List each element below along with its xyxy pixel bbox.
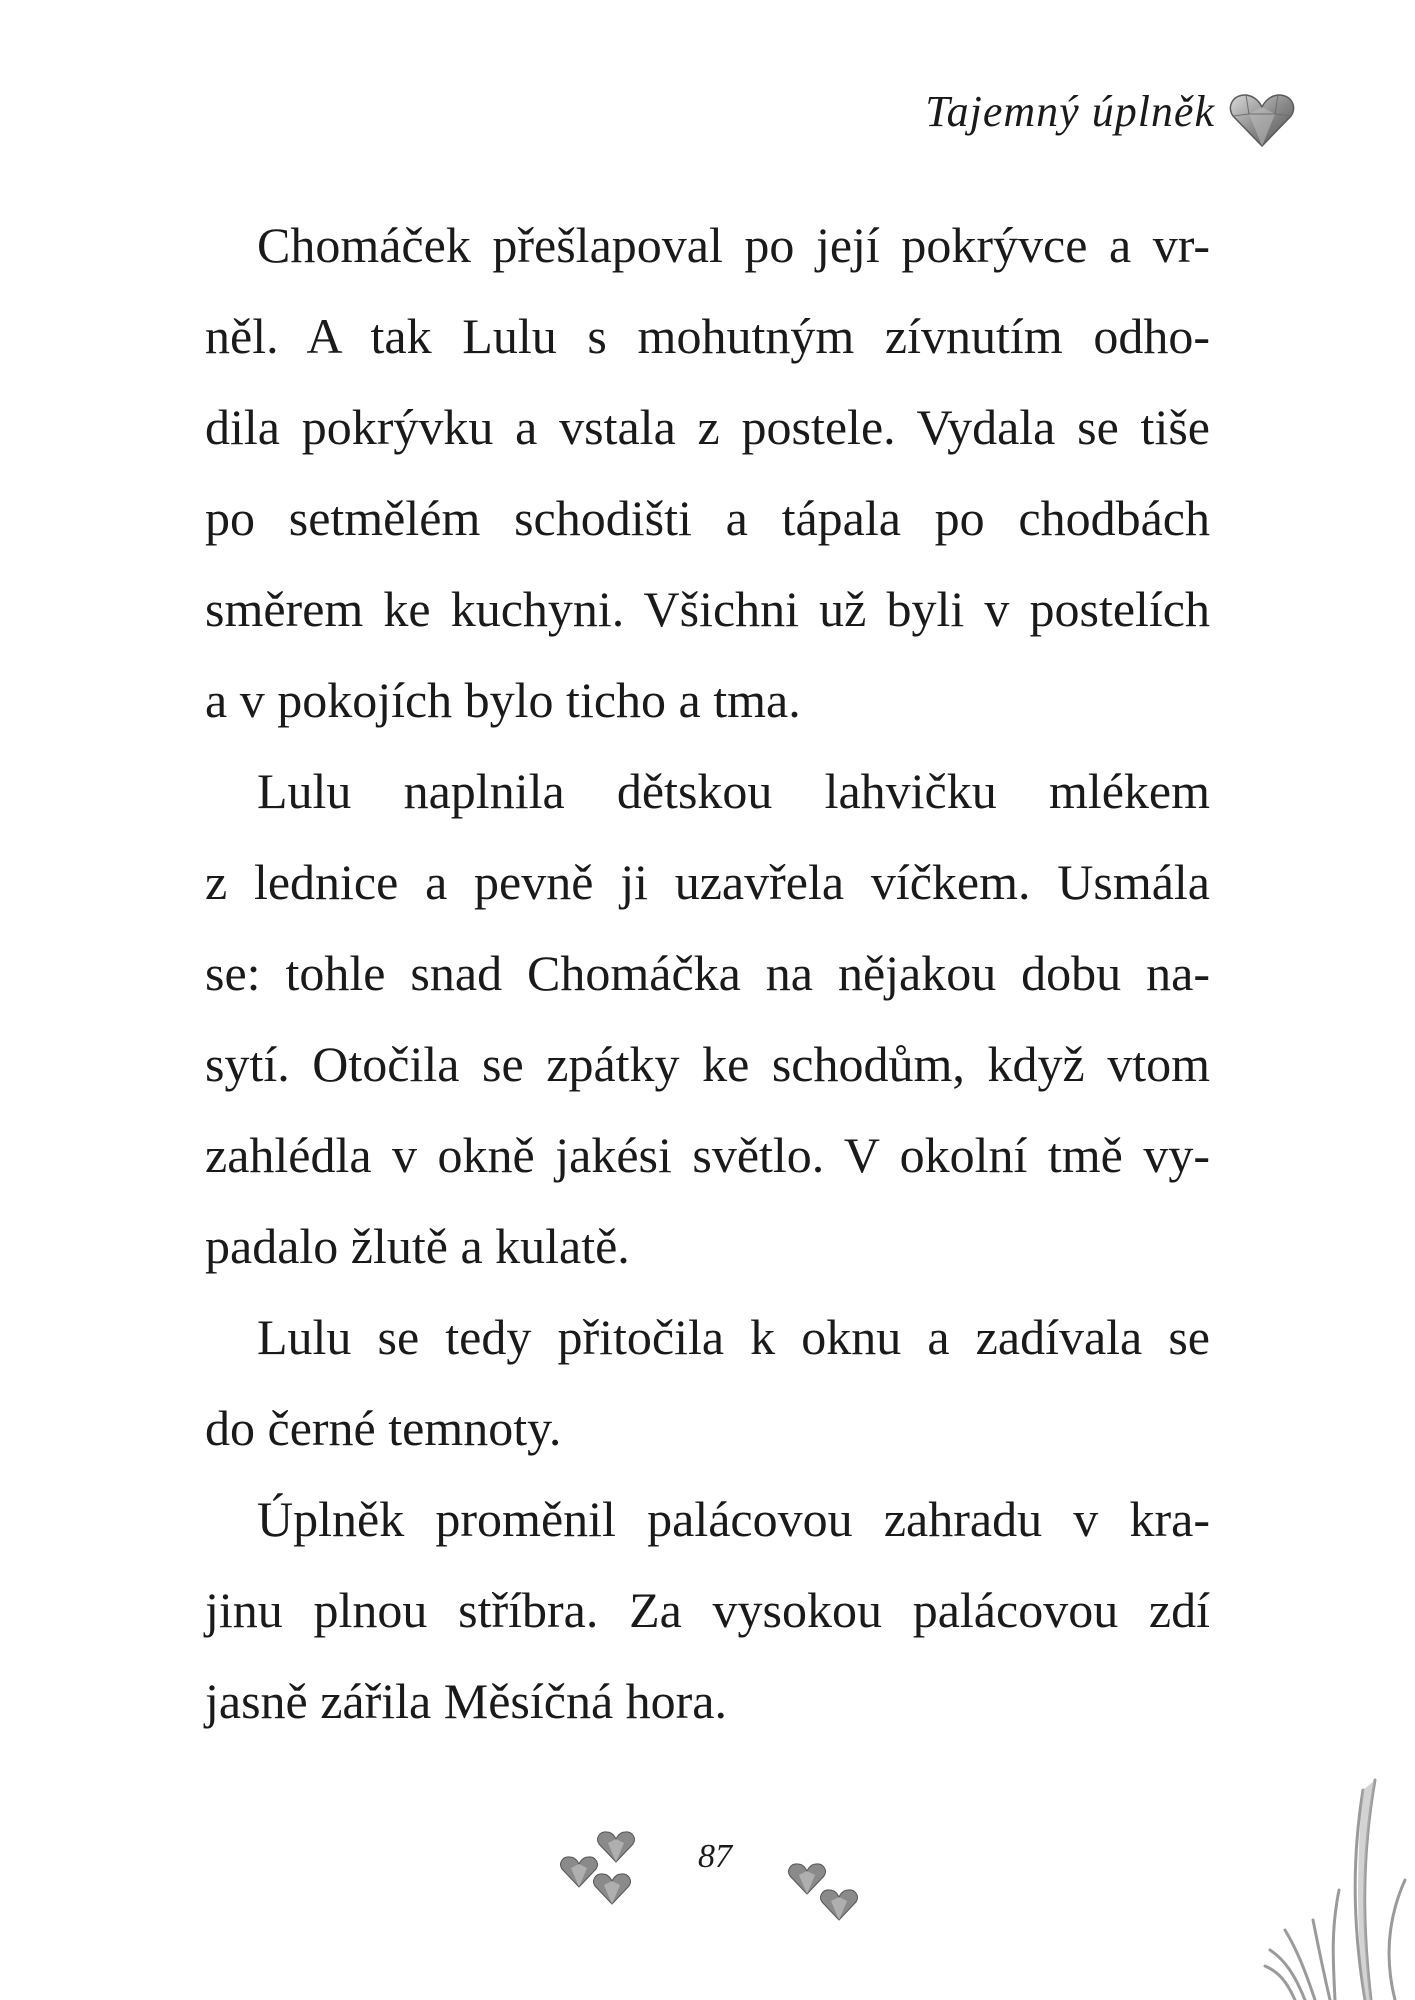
text-line: jinu plnou stříbra. Za vysokou palácovou zdí — [205, 1582, 1210, 1638]
heart-gem-icon — [820, 1888, 858, 1921]
text-line: dila pokrývku a vstala z postele. Vydala se tiše — [205, 399, 1210, 455]
text-line: směrem ke kuchyni. Všichni už byli v postelích — [205, 581, 1210, 637]
paragraph — [205, 200, 1210, 746]
text-line: sytí. Otočila se zpátky ke schodům, když vtom — [205, 1036, 1210, 1092]
text-line: padalo žlutě a kulatě. — [205, 1218, 630, 1274]
text-line: něl. A tak Lulu s mohutným zívnutím odho- — [205, 308, 1210, 364]
grass-icon — [1235, 1770, 1415, 2000]
text-line: z lednice a pevně ji uzavřela víčkem. Usmála — [205, 854, 1210, 910]
page-number: 87 — [698, 1838, 732, 1875]
text-line: se: tohle snad Chomáčka na nějakou dobu na- — [205, 945, 1210, 1001]
text-line: jasně zářila Měsíčná hora. — [205, 1673, 727, 1729]
text-line: zahlédla v okně jakési světlo. V okolní tmě vy- — [205, 1127, 1210, 1183]
text-line: Úplněk proměnil palácovou zahradu v kra- — [257, 1491, 1210, 1547]
text-line: Lulu se tedy přitočila k oknu a zadívala se — [257, 1309, 1210, 1365]
text-line: Chomáček přešlapoval po její pokrývce a vr- — [257, 217, 1210, 273]
text-line: Lulu naplnila dětskou lahvičku mlékem — [257, 763, 1210, 819]
paragraph — [205, 746, 1210, 1292]
paragraph — [205, 1292, 1210, 1474]
heart-gem-icon — [597, 1830, 635, 1863]
heart-gem-icon — [593, 1872, 631, 1905]
paragraph — [205, 1474, 1210, 1747]
running-title: Tajemný úplněk — [925, 87, 1215, 136]
body-text — [205, 200, 1210, 1747]
text-line: po setmělém schodišti a tápala po chodbách — [205, 490, 1210, 546]
text-line: do černé temnoty. — [205, 1400, 562, 1456]
text-line: a v pokojích bylo ticho a tma. — [205, 672, 801, 728]
heart-gem-icon — [1229, 92, 1295, 148]
